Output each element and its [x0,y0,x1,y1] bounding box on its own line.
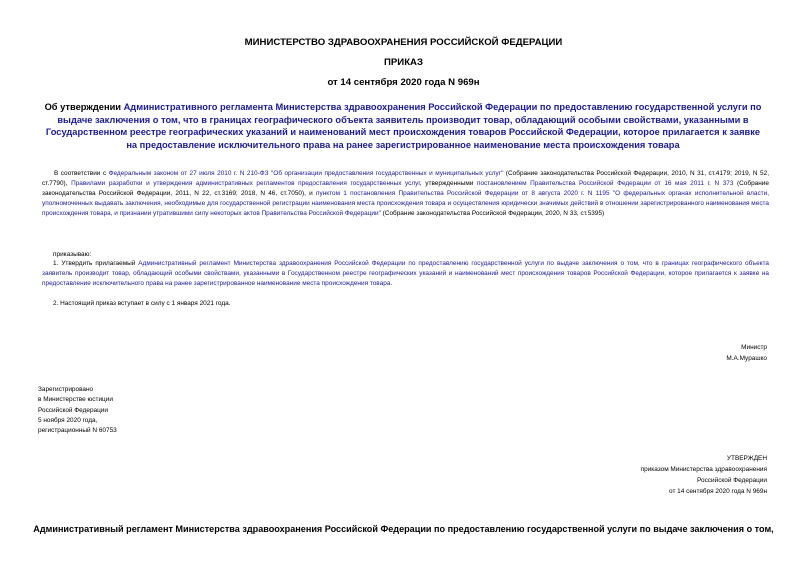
approval-line-2: приказом Министерства здравоохранения [640,466,767,473]
federal-law-link[interactable]: Федеральным законом от 27 июля 2010 г. N 210-ФЗ "Об организации предоставления государственных и муниципальных услуг" [108,170,504,177]
document-date-number: от 14 сентября 2020 года N 969н [327,77,480,88]
regulation-title: Административный регламент Министерства здравоохранения Российской Федерации по предоставлению государственной услуги по выдаче заключения о том, [33,524,774,534]
registration-block [38,385,117,436]
registration-line-3: Российской Федерации [38,406,109,414]
item-1-text-1: 1. Утвердить прилагаемый [53,260,139,267]
resolution-1195-link[interactable]: пунктом 1 постановления Правительства Российской Федерации от 8 августа 2020 г. N 1195 "О федеральных органах исполнительной власти, уполномоченных выдавать заключения, необходимые для государственной регистрации наименования места происхождения товара и осуществления юридически значимых действий в отношении зарегистрированного наименования места происхождения товара, и признании утратившими силу некоторых актов Правительства Российской Федерации" [42,190,770,218]
preamble-text-1: В соответствии с [54,170,109,177]
document-title [42,101,764,151]
title-regulation-link[interactable]: Административного регламента Министерства здравоохранения Российской Федерации по предоставлению государственной услуги по выдаче заключения о том, что в границах географического объекта заявитель производит товар, обладающий особыми свойствами, указанными в Государственном реестре географических указаний и наименований мест происхождения товаров Российской Федерации, которое прилагается к заявке на предоставление исключительного права на ранее зарегистрированное наименование места происхождения товара [45,102,762,150]
orders-label: приказываю: [53,251,92,258]
signer-position: Министр [741,344,767,351]
registration-line-2: в Министерстве юстиции [38,396,113,404]
item-1-paragraph [42,259,769,289]
approval-line-3: Российской Федерации [696,477,767,484]
title-prefix: Об утверждении [44,102,124,112]
regulation-link[interactable]: Административный регламент Министерства здравоохранения Российской Федерации по предоставлению государственной услуги по выдаче заключения о том, что в границах географического объекта заявитель производит товар, обладающий особыми свойствами, указанными в Государственном реестре географических указаний и наименований мест происхождения товаров Российской Федерации, которое прилагается к заявке на предоставление исключительного права на ранее зарегистрированное наименование места происхождения товара [42,260,769,288]
item-2-paragraph: 2. Настоящий приказ вступает в силу с 1 января 2021 года. [53,300,231,307]
signer-name: М.А.Мурашко [726,355,767,362]
document-type: ПРИКАЗ [384,57,423,68]
ministry-heading: МИНИСТЕРСТВО ЗДРАВООХРАНЕНИЯ РОССИЙСКОЙ ФЕДЕРАЦИИ [244,37,563,48]
registration-line-1: Зарегистрировано [38,386,94,393]
signer-block [726,342,767,364]
registration-line-4: 5 ноября 2020 года, [38,416,98,424]
approval-block [641,453,767,497]
registration-line-5: регистрационный N 60753 [38,427,117,435]
rules-link[interactable]: Правилами разработки и утверждения административных регламентов предоставления государственных услуг [71,180,420,188]
preamble-paragraph [42,169,769,219]
preamble-text-4: (Собрание законодательства Российской Федерации, 2011, N 22, ст.3169; 2018, N 46, ст.7050), и [42,180,769,198]
approval-line-4: от 14 сентября 2020 года N 969н [669,488,767,495]
item-1-text-2: . [390,280,393,288]
preamble-text-2: (Собрание законодательства Российской Федерации, 2010, N 31, ст.4179; 2019, N 52, ст.7790), [42,170,769,188]
approval-line-1: УТВЕРЖДЕН [726,455,767,462]
preamble-text-3: , утвержденными [419,180,477,188]
preamble-text-5: (Собрание законодательства Российской Федерации, 2020, N 33, ст.5395) [380,210,605,218]
resolution-373-link[interactable]: постановлением Правительства Российской Федерации от 16 мая 2011 г. N 373 [476,180,734,188]
